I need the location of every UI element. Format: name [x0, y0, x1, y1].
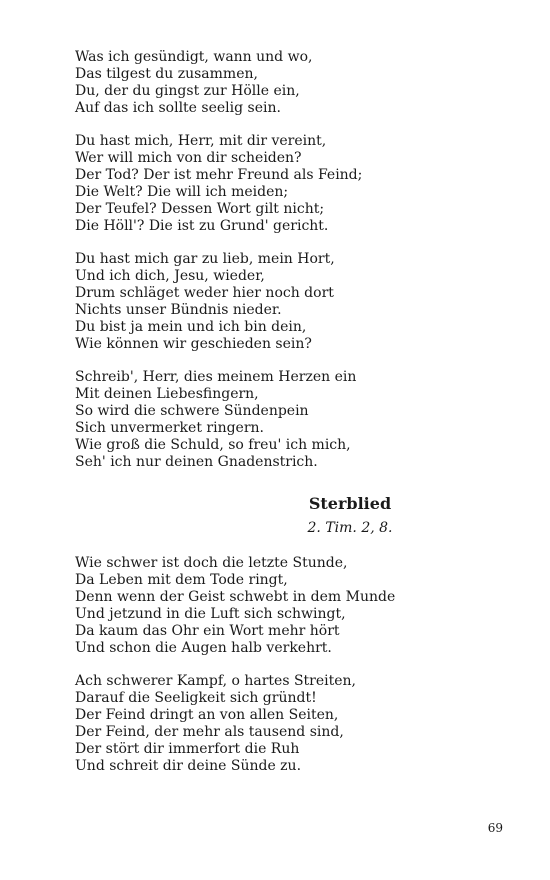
verse-line: Du hast mich, Herr, mit dir vereint,: [75, 133, 327, 149]
stanza: [75, 369, 475, 471]
verse-line: Der Feind dringt an von allen Seiten,: [75, 707, 339, 723]
verse-line: Du bist ja mein und ich bin dein,: [75, 319, 307, 335]
verse-line: Mit deinen Liebesfingern,: [75, 386, 259, 402]
stanza: [75, 555, 475, 657]
verse-line: Der stört dir immerfort die Ruh: [75, 741, 300, 757]
verse-line: Darauf die Seeligkeit sich gründt!: [75, 690, 317, 706]
poem-heading: [75, 493, 475, 538]
verse-line: Der Teufel? Dessen Wort gilt nicht;: [75, 201, 325, 217]
page-body: [75, 49, 475, 791]
poem-title: Sterblied: [308, 494, 392, 513]
verse-line: Sich unvermerket ringern.: [75, 420, 264, 436]
verse-line: Das tilgest du zusammen,: [75, 66, 258, 82]
verse-line: Die Höll'? Die ist zu Grund' gericht.: [75, 218, 329, 234]
stanzas-before-title: [75, 49, 475, 471]
stanza: [75, 673, 475, 775]
verse-line: Wie schwer ist doch die letzte Stunde,: [75, 555, 348, 571]
stanza: [75, 251, 475, 353]
verse-line: Du hast mich gar zu lieb, mein Hort,: [75, 251, 335, 267]
verse-line: Was ich gesündigt, wann und wo,: [75, 49, 313, 65]
stanza: [75, 133, 475, 235]
stanza: [75, 49, 475, 117]
verse-line: So wird die schwere Sündenpein: [75, 403, 309, 419]
verse-line: Ach schwerer Kampf, o hartes Streiten,: [75, 673, 357, 689]
verse-line: Du, der du gingst zur Hölle ein,: [75, 83, 300, 99]
verse-line: Und ich dich, Jesu, wieder,: [75, 268, 265, 284]
verse-line: Und jetzund in die Luft sich schwingt,: [75, 606, 346, 622]
page-number: 69: [487, 821, 503, 835]
verse-line: Wie können wir geschieden sein?: [75, 336, 312, 352]
verse-line: Wie groß die Schuld, so freu' ich mich,: [75, 437, 351, 453]
verse-line: Auf das ich sollte seelig sein.: [75, 100, 281, 116]
scripture-reference: 2. Tim. 2, 8.: [307, 520, 393, 536]
verse-line: Schreib', Herr, dies meinem Herzen ein: [75, 369, 357, 385]
verse-line: Und schon die Augen halb verkehrt.: [75, 640, 332, 656]
verse-line: Da Leben mit dem Tode ringt,: [75, 572, 288, 588]
verse-line: Seh' ich nur deinen Gnadenstrich.: [75, 454, 318, 470]
verse-line: Nichts unser Bündnis nieder.: [75, 302, 282, 318]
verse-line: Der Feind, der mehr als tausend sind,: [75, 724, 344, 740]
verse-line: Drum schläget weder hier noch dort: [75, 285, 334, 301]
verse-line: Denn wenn der Geist schwebt in dem Munde: [75, 589, 396, 605]
verse-line: Wer will mich von dir scheiden?: [75, 150, 302, 166]
verse-line: Und schreit dir deine Sünde zu.: [75, 758, 302, 774]
verse-line: Die Welt? Die will ich meiden;: [75, 184, 289, 200]
verse-line: Der Tod? Der ist mehr Freund als Feind;: [75, 167, 363, 183]
verse-line: Da kaum das Ohr ein Wort mehr hört: [75, 623, 340, 639]
stanzas-after-title: [75, 555, 475, 775]
